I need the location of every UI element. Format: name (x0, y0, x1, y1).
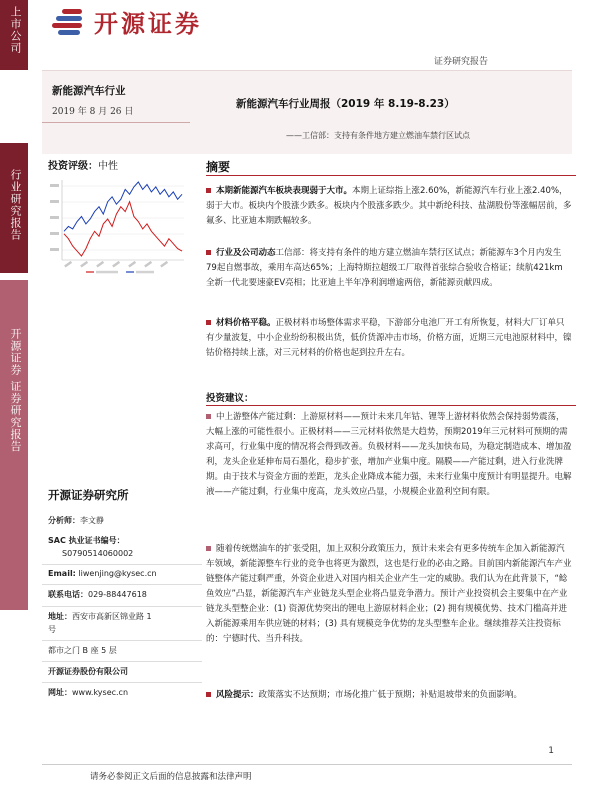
company-logo (52, 4, 202, 39)
website-label: 网址： (48, 688, 72, 697)
address-text-2: 号 (48, 625, 56, 634)
contact-divider (42, 564, 202, 565)
bullet-icon (206, 414, 211, 419)
chart-lines (64, 182, 182, 256)
email-address[interactable]: liwenjing@kysec.cn (78, 569, 157, 578)
bullet-icon (206, 188, 211, 193)
report-date: 2019 年 8 月 26 日 (52, 107, 134, 117)
investment-rating (48, 157, 118, 172)
analyst-line (48, 514, 104, 527)
sac-label: SAC 执业证书编号： (48, 536, 125, 545)
contact-divider (42, 584, 202, 585)
email-line (48, 567, 157, 580)
footer-disclaimer: 请务必参阅正文后面的信息披露和法律声明 (90, 772, 252, 782)
suggestion-paragraph-1 (206, 410, 572, 500)
company-name-text: 开源证券股份有限公司 (48, 667, 128, 676)
risk-text: 政策落实不达预期；市场化推广低于预期；补贴退坡带来的负面影响。 (258, 690, 523, 700)
address-label: 地址： (48, 612, 72, 621)
email-label: Email: (48, 569, 76, 578)
contact-divider (42, 606, 202, 607)
address-text-1: 西安市高新区锦业路 1 (72, 612, 152, 621)
bullet-icon (206, 692, 211, 697)
bullet-icon (206, 320, 211, 325)
analyst-name: 李文静 (80, 516, 104, 525)
summary-p3-lead: 材料价格平稳。 (216, 318, 276, 328)
summary-p3-text: 正极材料市场整体需求平稳，下游部分电池厂开工有所恢复，材料大厂订单只有少量波复，中小企业纷纷积极出货，低价货源冲击市场，价格方面，近期三元电池原材料中，镍钴价格持续上涨，对三元材料的价格也起到拉升左右。 (206, 318, 572, 358)
suggestion-p2-text: 随着传统燃油车的扩张受阻，加上双积分政策压力，预计未来会有更多传统车企加入新能源汽车领域，新能源整车行业的竞争也将更为激烈，这也是行业的必由之路。目前国内新能源汽车产业链整体产能过剩严重，外资企业进入对国内相关企业产生一定的威胁。我们认为在此背景下，“鲶鱼效应”凸显，新能源汽车产业链龙头型企业将凸显竞争潜力。预计产业投资机会主要集中在产业链龙头型整企业：(1) 资源优势突出的锂电上游原材料企业；(2) 拥有规模优势、技术门槛高并进入新能源乘用车供应链的材料；(3) 具有规模竞争优势的龙头型整车企业。继续推荐关注投资标的：宁德时代、当升科技。 (206, 544, 572, 644)
summary-paragraph-3 (206, 316, 572, 361)
bullet-icon (206, 250, 211, 255)
sidebar-mid-label: 行业研究报告 (9, 169, 22, 241)
report-title: 新能源汽车行业周报（2019 年 8.19-8.23） (236, 98, 455, 110)
logo-text: 开源证券 (94, 10, 202, 38)
summary-p1-lead: 本期新能源汽车板块表现弱于大市。 (216, 186, 353, 196)
contact-divider (42, 682, 202, 683)
contact-divider (42, 661, 202, 662)
summary-paragraph-2 (206, 246, 572, 291)
rating-label: 投资评级： (48, 161, 98, 172)
sac-number: S0790514060002 (62, 549, 134, 558)
address-line (48, 610, 152, 623)
website-line (48, 686, 128, 699)
analyst-label: 分析师： (48, 516, 80, 525)
phone-label: 联系电话： (48, 590, 88, 599)
rating-value: 中性 (98, 161, 118, 172)
header-divider (42, 122, 190, 123)
contact-divider (42, 640, 202, 641)
chart-series-line-0 (64, 182, 182, 231)
summary-p2-text: 工信部：将支持有条件的地方建立燃油车禁行区试点；新能源车3个月内发生79起自燃事故，乘用车高达65%；上海特斯拉超级工厂取得首张综合验收合格证；续航421km 全新一代北要速豪EV亮相；比亚迪上半年净利润增逾两倍，新能源贡献四成。 (206, 248, 563, 288)
institute-name: 开源证券研究所 (48, 488, 129, 502)
sidebar-top-label: 上市公司 (9, 6, 22, 54)
sidebar-mid-band (0, 143, 28, 273)
page-number: 1 (548, 746, 554, 756)
industry-name: 新能源汽车行业 (52, 85, 126, 97)
summary-p2-lead: 行业及公司动态 (216, 248, 276, 258)
logo-stripes-icon (52, 7, 86, 37)
suggestion-heading: 投资建议： (206, 393, 254, 404)
sac-line (48, 534, 125, 547)
phone-number: 029-88447618 (88, 590, 147, 599)
suggestion-rule (206, 405, 576, 406)
suggestion-p1-text: 中上游整体产能过剩：上游原材料——预计未来几年钴、锂等上游材料依然会保持弱势震荡，大幅上涨的可能性很小。正极材料——三元材料依然是大趋势，预期2019年三元材料可预期的需求高可，行业集中度的情况将会得到改善。负极材料——龙头加快布局，为稳定制造成本、增加盈利，龙头企业延伸布局石墨化，稳步扩张，增加产业集中度。隔膜——产能过剩，进入行业洗牌期。由于技术与资金方面的差距，龙头企业降成本能力强，未来行业集中度预计有明显提升。电解液——产能过剩，行业集中度高，龙头效应凸显，小规模企业盈利空间有限。 (206, 412, 572, 497)
bullet-icon (206, 546, 211, 551)
suggestion-paragraph-2 (206, 542, 572, 647)
summary-rule (206, 175, 576, 176)
summary-heading: 摘要 (206, 160, 231, 174)
report-type-label: 证券研究报告 (433, 57, 488, 67)
risk-paragraph (206, 688, 572, 703)
sidebar-bottom-band (0, 280, 28, 610)
sidebar-top-band (0, 0, 28, 70)
report-subtitle: ——工信部：支持有条件地方建立燃油车禁行区试点 (286, 131, 470, 140)
address-text-3: 都市之门 B 座 5 层 (48, 646, 117, 655)
chart-legend (86, 271, 154, 274)
chart-y-ticks (50, 184, 59, 251)
index-performance-chart (46, 172, 186, 276)
summary-paragraph-1 (206, 184, 572, 229)
risk-lead: 风险提示： (216, 690, 259, 700)
sidebar-bottom-label: 开源证券 证券研究报告 (9, 328, 22, 453)
chart-series-line-1 (64, 202, 182, 256)
chart-svg (46, 172, 186, 276)
chart-x-ticks (64, 261, 168, 268)
website-url[interactable]: www.kysec.cn (72, 688, 129, 697)
company-name (48, 665, 128, 678)
phone-line (48, 588, 147, 601)
footer-rule (42, 764, 572, 765)
summary-p1-text: 本期上证综指上涨2.60%，新能源汽车行业上涨2.40%，弱于大市。板块内个股涨少跌多。板块内个股涨多跌少。其中新纶科技、盐湖股份等涨幅居前，多氟多、比亚迪本期跌幅较多。 (206, 186, 572, 226)
